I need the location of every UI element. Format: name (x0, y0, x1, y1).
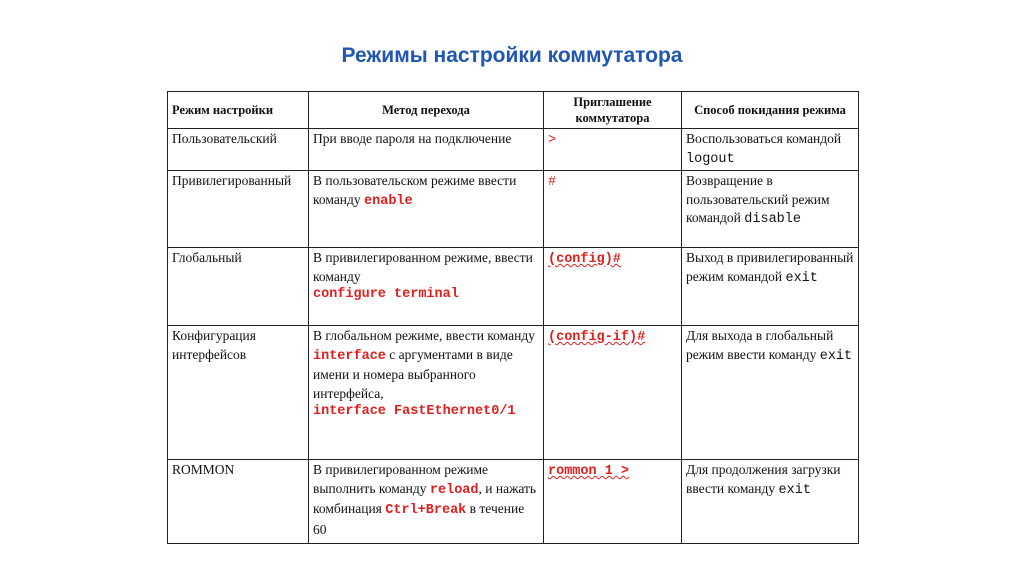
method-cell (309, 326, 544, 460)
table-row (168, 248, 859, 326)
header-mode: Режим настройки (168, 92, 309, 129)
exit-command: exit (785, 270, 818, 286)
method-command: enable (364, 193, 413, 209)
exit-command: logout (686, 151, 735, 167)
method-cell (309, 460, 544, 544)
method-command: configure terminal (313, 287, 459, 302)
exit-cell (682, 171, 859, 248)
table-row (168, 171, 859, 248)
modes-table (167, 91, 859, 544)
method-text: В привилегированном режиме выполнить команду (313, 462, 489, 496)
exit-cell (682, 248, 859, 326)
prompt-text: # (548, 175, 557, 190)
exit-text: Для продолжения загрузки ввести команду (686, 462, 841, 496)
prompt-cell (544, 460, 682, 544)
exit-command: exit (778, 482, 811, 498)
header-exit: Способ покидания режима (682, 92, 859, 129)
method-text: В привилегированном режиме, ввести команду (313, 250, 533, 284)
prompt-text: > (548, 133, 557, 148)
method-text: В пользовательском режиме ввести команду (313, 173, 517, 207)
prompt-cell (544, 171, 682, 248)
method-text: , и нажать комбинация (313, 480, 537, 516)
mode-cell: ROMMON (168, 460, 309, 544)
prompt-text: (config-if)# (548, 330, 646, 345)
mode-cell: Пользовательский (168, 129, 309, 171)
exit-text: Возвращение в пользовательский режим командой (686, 173, 830, 225)
exit-text: Воспользоваться командой (686, 131, 842, 146)
prompt-text: rommon 1 > (548, 464, 630, 479)
method-cell: При вводе пароля на подключение (309, 129, 544, 171)
mode-cell: Конфигурация интерфейсов (168, 326, 309, 460)
prompt-text: (config)# (548, 252, 621, 267)
method-text: В глобальном режиме, ввести команду (313, 328, 535, 343)
method-text: с аргументами в виде имени и номера выбранного интерфейса, (313, 346, 513, 401)
exit-text: Для выхода в глобальный режим ввести команду (686, 328, 834, 362)
mode-cell: Привилегированный (168, 171, 309, 248)
table-row (168, 326, 859, 460)
method-command: interface (313, 348, 386, 364)
exit-command: exit (819, 348, 853, 364)
method-text: в течение 60 (313, 501, 525, 537)
method-cell (309, 171, 544, 248)
prompt-cell (544, 248, 682, 326)
exit-cell (682, 326, 859, 460)
method-command: Ctrl+Break (385, 503, 467, 518)
prompt-cell (544, 129, 682, 171)
exit-command: disable (744, 212, 801, 227)
mode-cell: Глобальный (168, 248, 309, 326)
prompt-cell (544, 326, 682, 460)
exit-text: Выход в привилегированный режим командой (686, 250, 854, 284)
header-prompt: Приглашение коммутатора (544, 92, 682, 129)
method-cell (309, 248, 544, 326)
method-command: interface FastEthernet0/1 (313, 404, 516, 419)
table-header-row (168, 92, 859, 129)
header-method: Метод перехода (309, 92, 544, 129)
method-command: reload (429, 482, 479, 498)
exit-cell (682, 129, 859, 171)
exit-cell (682, 460, 859, 544)
slide-title: Режимы настройки коммутатора (341, 44, 683, 67)
table-row (168, 129, 859, 171)
table-row (168, 460, 859, 544)
